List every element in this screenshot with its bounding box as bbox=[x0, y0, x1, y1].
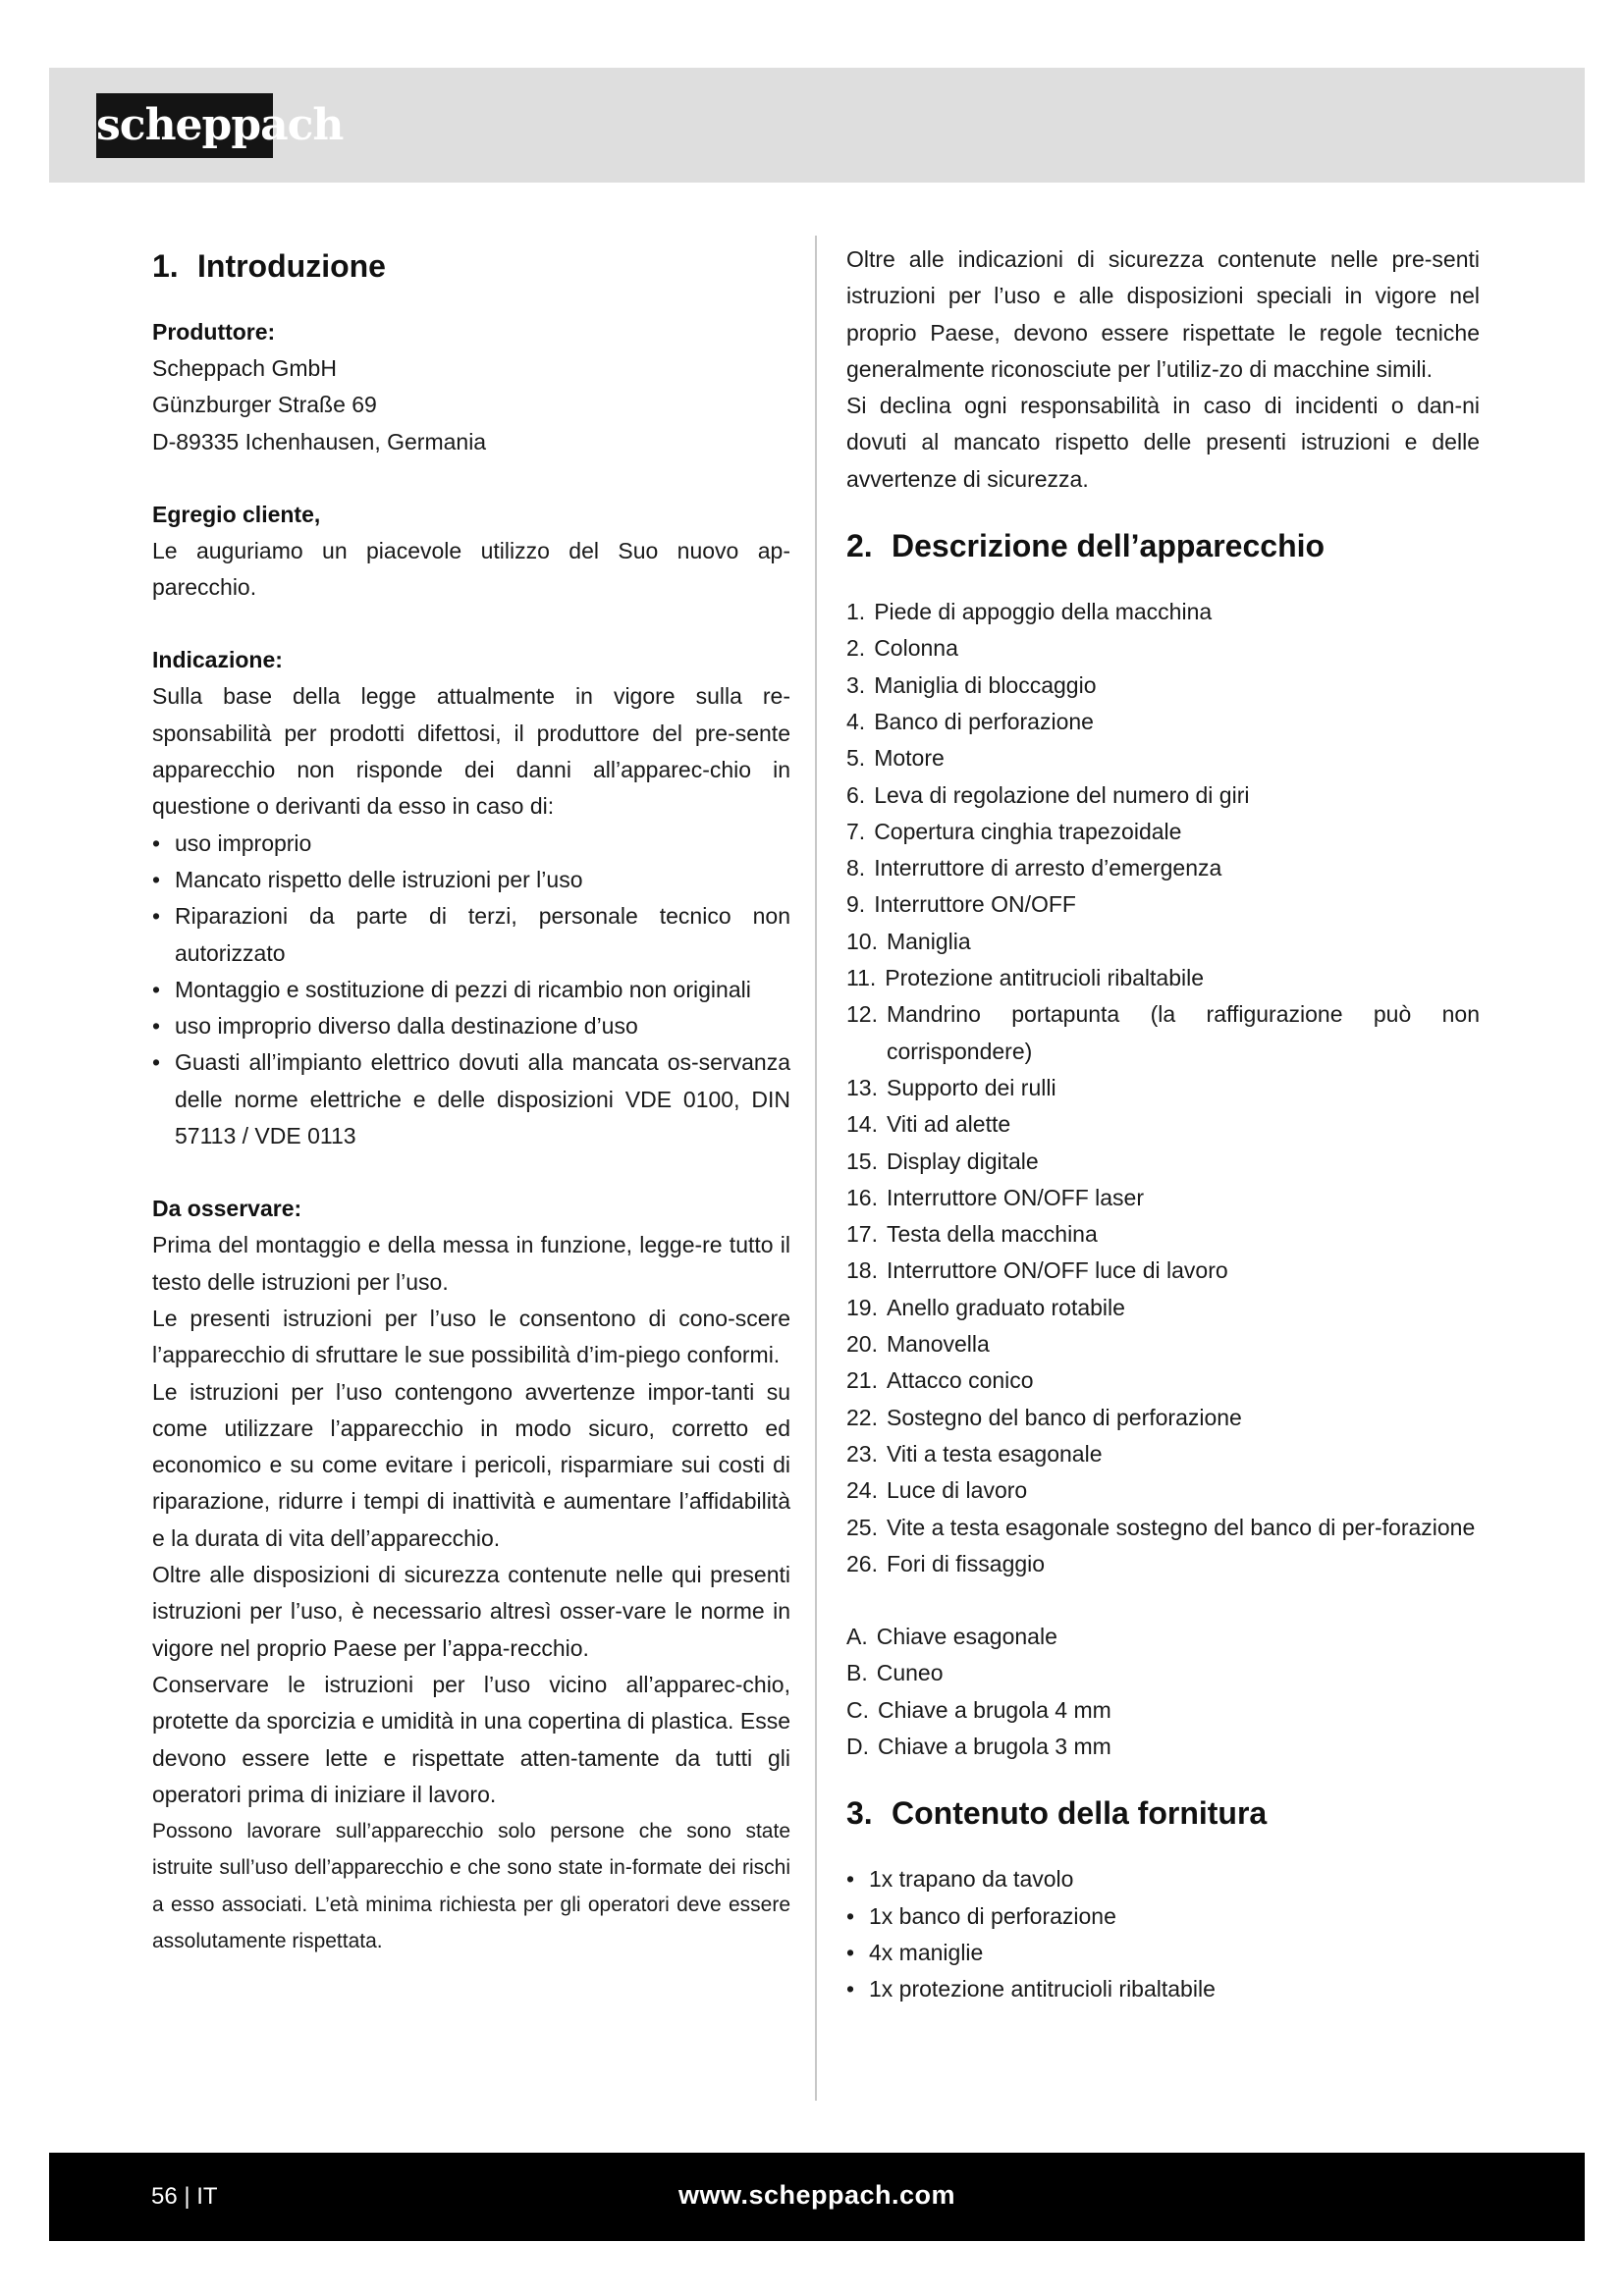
observe-label: Da osservare: bbox=[152, 1196, 302, 1222]
observe-paragraph: Conservare le istruzioni per l’uso vicino all’apparec-chio, protette da sporcizia e umidità in una copertina di plastica. Esse devono essere lette e rispettate atten-tamente da tutti gli operatori prima di iniziare il lavoro. bbox=[152, 1671, 790, 1807]
list-item: 21. Attacco conico bbox=[846, 1367, 1034, 1394]
list-item: 1. Piede di appoggio della macchina bbox=[846, 599, 1213, 625]
list-item: 12. Mandrino portapunta (la raffigurazione può non corrispondere) bbox=[846, 1001, 1480, 1064]
list-item: 19. Anello graduato rotabile bbox=[846, 1294, 1125, 1320]
observe-paragraph: Prima del montaggio e della messa in funzione, legge-re tutto il testo delle istruzioni per l’uso. bbox=[152, 1232, 790, 1295]
section-title: Introduzione bbox=[197, 248, 386, 284]
list-item: 8. Interruttore di arresto d’emergenza bbox=[846, 855, 1222, 881]
section-number: 3. bbox=[846, 1795, 873, 1832]
footer-band bbox=[49, 2153, 1585, 2241]
liability-paragraph: Si declina ogni responsabilità in caso di incidenti o dan-ni dovuti al mancato rispetto delle presenti istruzioni e delle avvertenze di sicurezza. bbox=[846, 393, 1480, 492]
section-title: Contenuto della fornitura bbox=[892, 1795, 1268, 1832]
notice-text: Sulla base della legge attualmente in vigore sulla re-sponsabilità per prodotti difettosi, il produttore del pre-sente apparecchio non risponde dei danni all’apparec-chio in questione o derivanti da esso in caso di: bbox=[152, 683, 790, 820]
list-item: • 1x protezione antitrucioli ribaltabile bbox=[846, 1976, 1216, 2002]
manufacturer-line: Scheppach GmbH bbox=[152, 355, 337, 381]
customer-text: Le auguriamo un piacevole utilizzo del Suo nuovo ap-parecchio. bbox=[152, 537, 790, 601]
safety-paragraph: Oltre alle indicazioni di sicurezza contenute nelle pre-senti istruzioni per l’uso e alle disposizioni speciali in vigore nel proprio Paese, devono essere rispettate le regole tecniche generalmente riconosciute per l’utiliz-zo di macchine simili. bbox=[846, 246, 1480, 382]
list-item: • uso improprio diverso dalla destinazione d’uso bbox=[152, 1013, 638, 1040]
manufacturer-line: D-89335 Ichenhausen, Germania bbox=[152, 428, 487, 454]
list-item: 3. Maniglia di bloccaggio bbox=[846, 671, 1097, 698]
observe-paragraph: Oltre alle disposizioni di sicurezza contenute nelle qui presenti istruzioni per l’uso, è necessario altresì osser-vare le norme in vigore nel proprio Paese per l’appa-recchio. bbox=[152, 1562, 790, 1661]
list-item: 9. Interruttore ON/OFF bbox=[846, 891, 1076, 918]
notice-label: Indicazione: bbox=[152, 647, 283, 673]
section-2-heading bbox=[846, 521, 1480, 570]
website-link[interactable]: www.scheppach.com bbox=[677, 2180, 956, 2210]
list-item: 15. Display digitale bbox=[846, 1148, 1039, 1174]
list-item: C. Chiave a brugola 4 mm bbox=[846, 1696, 1111, 1723]
notice-bullet-list bbox=[152, 826, 790, 1155]
list-item: A. Chiave esagonale bbox=[846, 1624, 1057, 1650]
observe-paragraph: Le istruzioni per l’uso contengono avvertenze impor-tanti su come utilizzare l’apparecchio in modo sicuro, corretto ed economico e su come evitare i pericoli, risparmiare sui costi di riparazione, ridurre i tempi di inattività e aumentare l’affidabilità e la durata di vita dell’apparecchio. bbox=[152, 1378, 790, 1551]
section-number: 2. bbox=[846, 528, 873, 564]
list-item: • Riparazioni da parte di terzi, personale tecnico non autorizzato bbox=[152, 903, 790, 966]
list-item: 18. Interruttore ON/OFF luce di lavoro bbox=[846, 1257, 1228, 1284]
list-item: 5. Motore bbox=[846, 745, 945, 772]
parts-list bbox=[846, 594, 1480, 1582]
list-item: 22. Sostegno del banco di perforazione bbox=[846, 1404, 1242, 1430]
section-number: 1. bbox=[152, 248, 179, 284]
list-item: 26. Fori di fissaggio bbox=[846, 1550, 1046, 1576]
list-item: 23. Viti a testa esagonale bbox=[846, 1440, 1103, 1467]
observe-paragraph: Possono lavorare sull’apparecchio solo persone che sono state istruite sull’uso dell’apparecchio e che sono state in-formate dei rischi a esso associati. L’età minima richiesta per gli operatori deve essere assolutamente rispettata. bbox=[152, 1820, 790, 1952]
list-item: 17. Testa della macchina bbox=[846, 1221, 1098, 1248]
list-item: 25. Vite a testa esagonale sostegno del banco di per-forazione bbox=[846, 1514, 1476, 1540]
list-item: B. Cuneo bbox=[846, 1660, 944, 1686]
list-item: D. Chiave a brugola 3 mm bbox=[846, 1733, 1111, 1759]
column-divider bbox=[815, 236, 817, 2101]
list-item: 6. Leva di regolazione del numero di giri bbox=[846, 781, 1250, 808]
header-band bbox=[49, 68, 1585, 183]
list-item: • Montaggio e sostituzione di pezzi di ricambio non originali bbox=[152, 976, 751, 1002]
delivery-list bbox=[846, 1861, 1480, 2007]
list-item: 2. Colonna bbox=[846, 635, 958, 662]
list-item: 24. Luce di lavoro bbox=[846, 1477, 1028, 1504]
list-item: 4. Banco di perforazione bbox=[846, 708, 1094, 734]
list-item: • Guasti all’impianto elettrico dovuti alla mancata os-servanza delle norme elettriche e delle disposizioni VDE 0100, DIN 57113 / VDE 0113 bbox=[152, 1049, 790, 1149]
section-title: Descrizione dell’apparecchio bbox=[892, 528, 1326, 564]
accessories-list bbox=[846, 1619, 1480, 1765]
list-item: • 1x trapano da tavolo bbox=[846, 1866, 1074, 1893]
manufacturer-line: Günzburger Straße 69 bbox=[152, 392, 377, 418]
list-item: 11. Protezione antitrucioli ribaltabile bbox=[846, 965, 1205, 991]
section-1-heading bbox=[152, 241, 790, 291]
right-column bbox=[846, 241, 1480, 2007]
left-column bbox=[152, 241, 790, 1959]
list-item: • 1x banco di perforazione bbox=[846, 1902, 1116, 1929]
list-item: 20. Manovella bbox=[846, 1331, 990, 1358]
page-number: 56 | IT bbox=[151, 2183, 218, 2210]
list-item: • Mancato rispetto delle istruzioni per l’uso bbox=[152, 866, 583, 892]
scheppach-logo: scheppach bbox=[96, 93, 273, 158]
list-item: 16. Interruttore ON/OFF laser bbox=[846, 1184, 1144, 1210]
section-3-heading bbox=[846, 1789, 1480, 1838]
customer-label: Egregio cliente, bbox=[152, 501, 321, 527]
list-item: 10. Maniglia bbox=[846, 928, 971, 954]
list-item: 14. Viti ad alette bbox=[846, 1111, 1011, 1138]
list-item: • 4x maniglie bbox=[846, 1939, 984, 1965]
list-item: 7. Copertura cinghia trapezoidale bbox=[846, 818, 1182, 844]
observe-paragraph: Le presenti istruzioni per l’uso le consentono di cono-scere l’apparecchio di sfruttare le sue possibilità d’im-piego conformi. bbox=[152, 1305, 790, 1368]
list-item: • uso improprio bbox=[152, 829, 312, 856]
list-item: 13. Supporto dei rulli bbox=[846, 1074, 1056, 1100]
manufacturer-label: Produttore: bbox=[152, 319, 276, 345]
